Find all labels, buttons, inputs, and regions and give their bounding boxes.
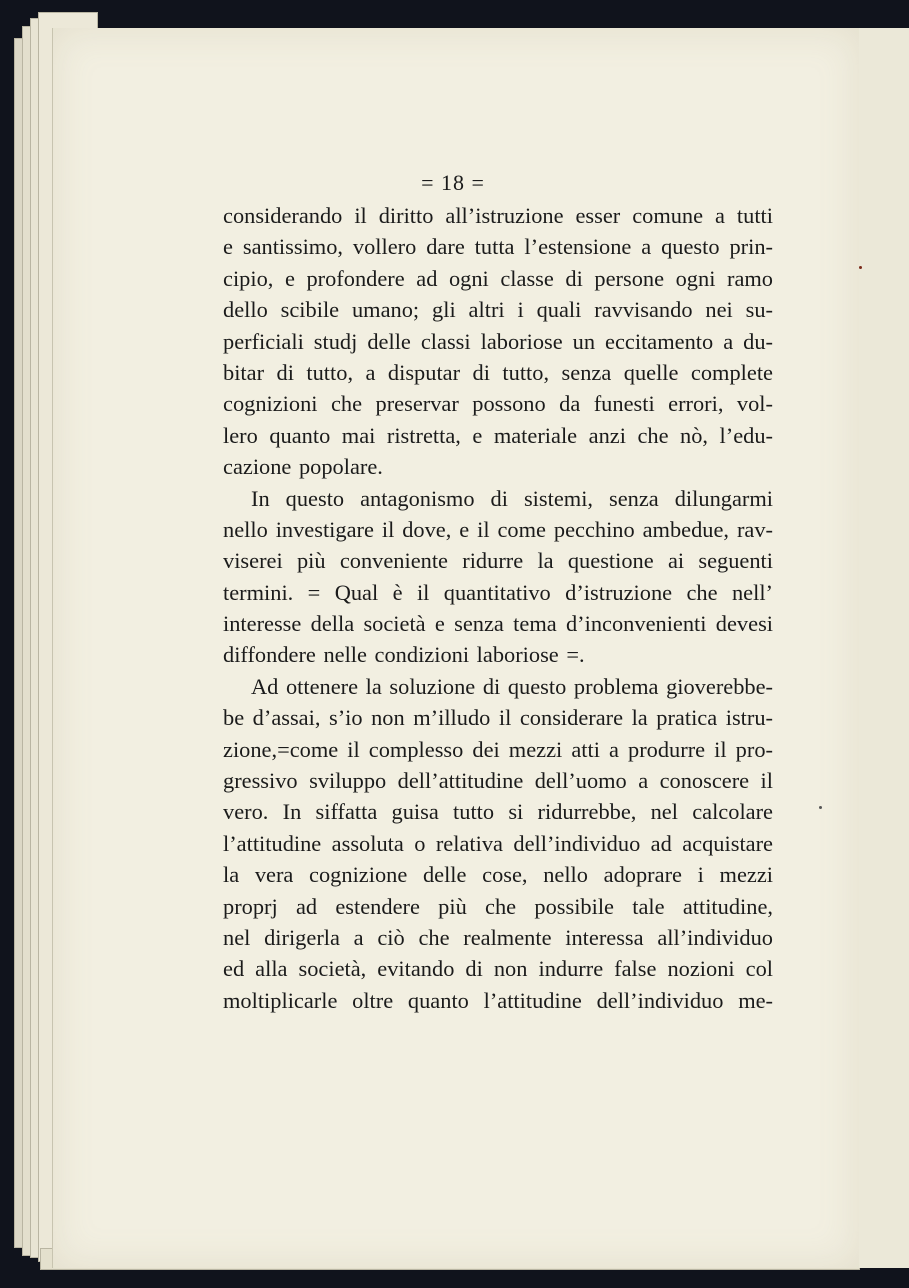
text-line: diffondere nelle condizioni laboriose =. <box>223 642 585 668</box>
text-line: be d’assai, s’io non m’illudo il considerare la pratica istru- <box>223 705 773 731</box>
text-line: dello scibile umano; gli altri i quali ravvisando nei su- <box>223 297 773 323</box>
body-text <box>223 200 773 1016</box>
text-line: ed alla società, evitando di non indurre false nozioni col <box>223 956 773 982</box>
text-line: interesse della società e senza tema d’inconvenienti devesi <box>223 611 773 637</box>
text-line: cognizioni che preservar possono da funesti errori, vol- <box>223 391 773 417</box>
text-line: lero quanto mai ristretta, e materiale anzi che nò, l’edu- <box>223 422 773 448</box>
text-line: vero. In siffatta guisa tutto si ridurrebbe, nel calcolare <box>223 799 773 825</box>
text-line: proprj ad estendere più che possibile tale attitudine, <box>223 893 773 919</box>
book-page <box>52 28 859 1268</box>
text-line: e santissimo, vollero dare tutta l’estensione a questo prin- <box>223 234 773 260</box>
text-line: cazione popolare. <box>223 454 383 480</box>
text-line: nel dirigerla a ciò che realmente interessa all’individuo <box>223 924 773 950</box>
facing-page-edge <box>856 28 909 1268</box>
text-line: bitar di tutto, a disputar di tutto, senza quelle complete <box>223 359 773 385</box>
paragraph-first-line: In questo antagonismo di sistemi, senza dilungarmi <box>251 485 773 511</box>
text-line: gressivo sviluppo dell’attitudine dell’uomo a conoscere il <box>223 768 773 794</box>
paragraph-first-line: Ad ottenere la soluzione di questo problema gioverebbe- <box>251 673 773 699</box>
ink-speck <box>819 806 822 809</box>
ink-speck <box>859 266 862 269</box>
text-line: cipio, e profondere ad ogni classe di persone ogni ramo <box>223 265 773 291</box>
text-line: la vera cognizione delle cose, nello adoprare i mezzi <box>223 862 773 888</box>
page-number: = 18 = <box>421 170 485 195</box>
text-line: termini. = Qual è il quantitativo d’istruzione che nell’ <box>223 579 773 605</box>
text-line: moltiplicarle oltre quanto l’attitudine dell’individuo me- <box>223 987 773 1013</box>
text-line: perficiali studj delle classi laboriose un eccitamento a du- <box>223 328 773 354</box>
text-line: l’attitudine assoluta o relativa dell’individuo ad acquistare <box>223 830 773 856</box>
text-line: nello investigare il dove, e il come pecchino ambedue, rav- <box>223 516 773 542</box>
text-line: considerando il diritto all’istruzione esser comune a tutti <box>223 203 773 228</box>
text-line: viserei più conveniente ridurre la questione ai seguenti <box>223 548 773 574</box>
text-line: zione,=come il complesso dei mezzi atti a produrre il pro- <box>223 736 773 762</box>
